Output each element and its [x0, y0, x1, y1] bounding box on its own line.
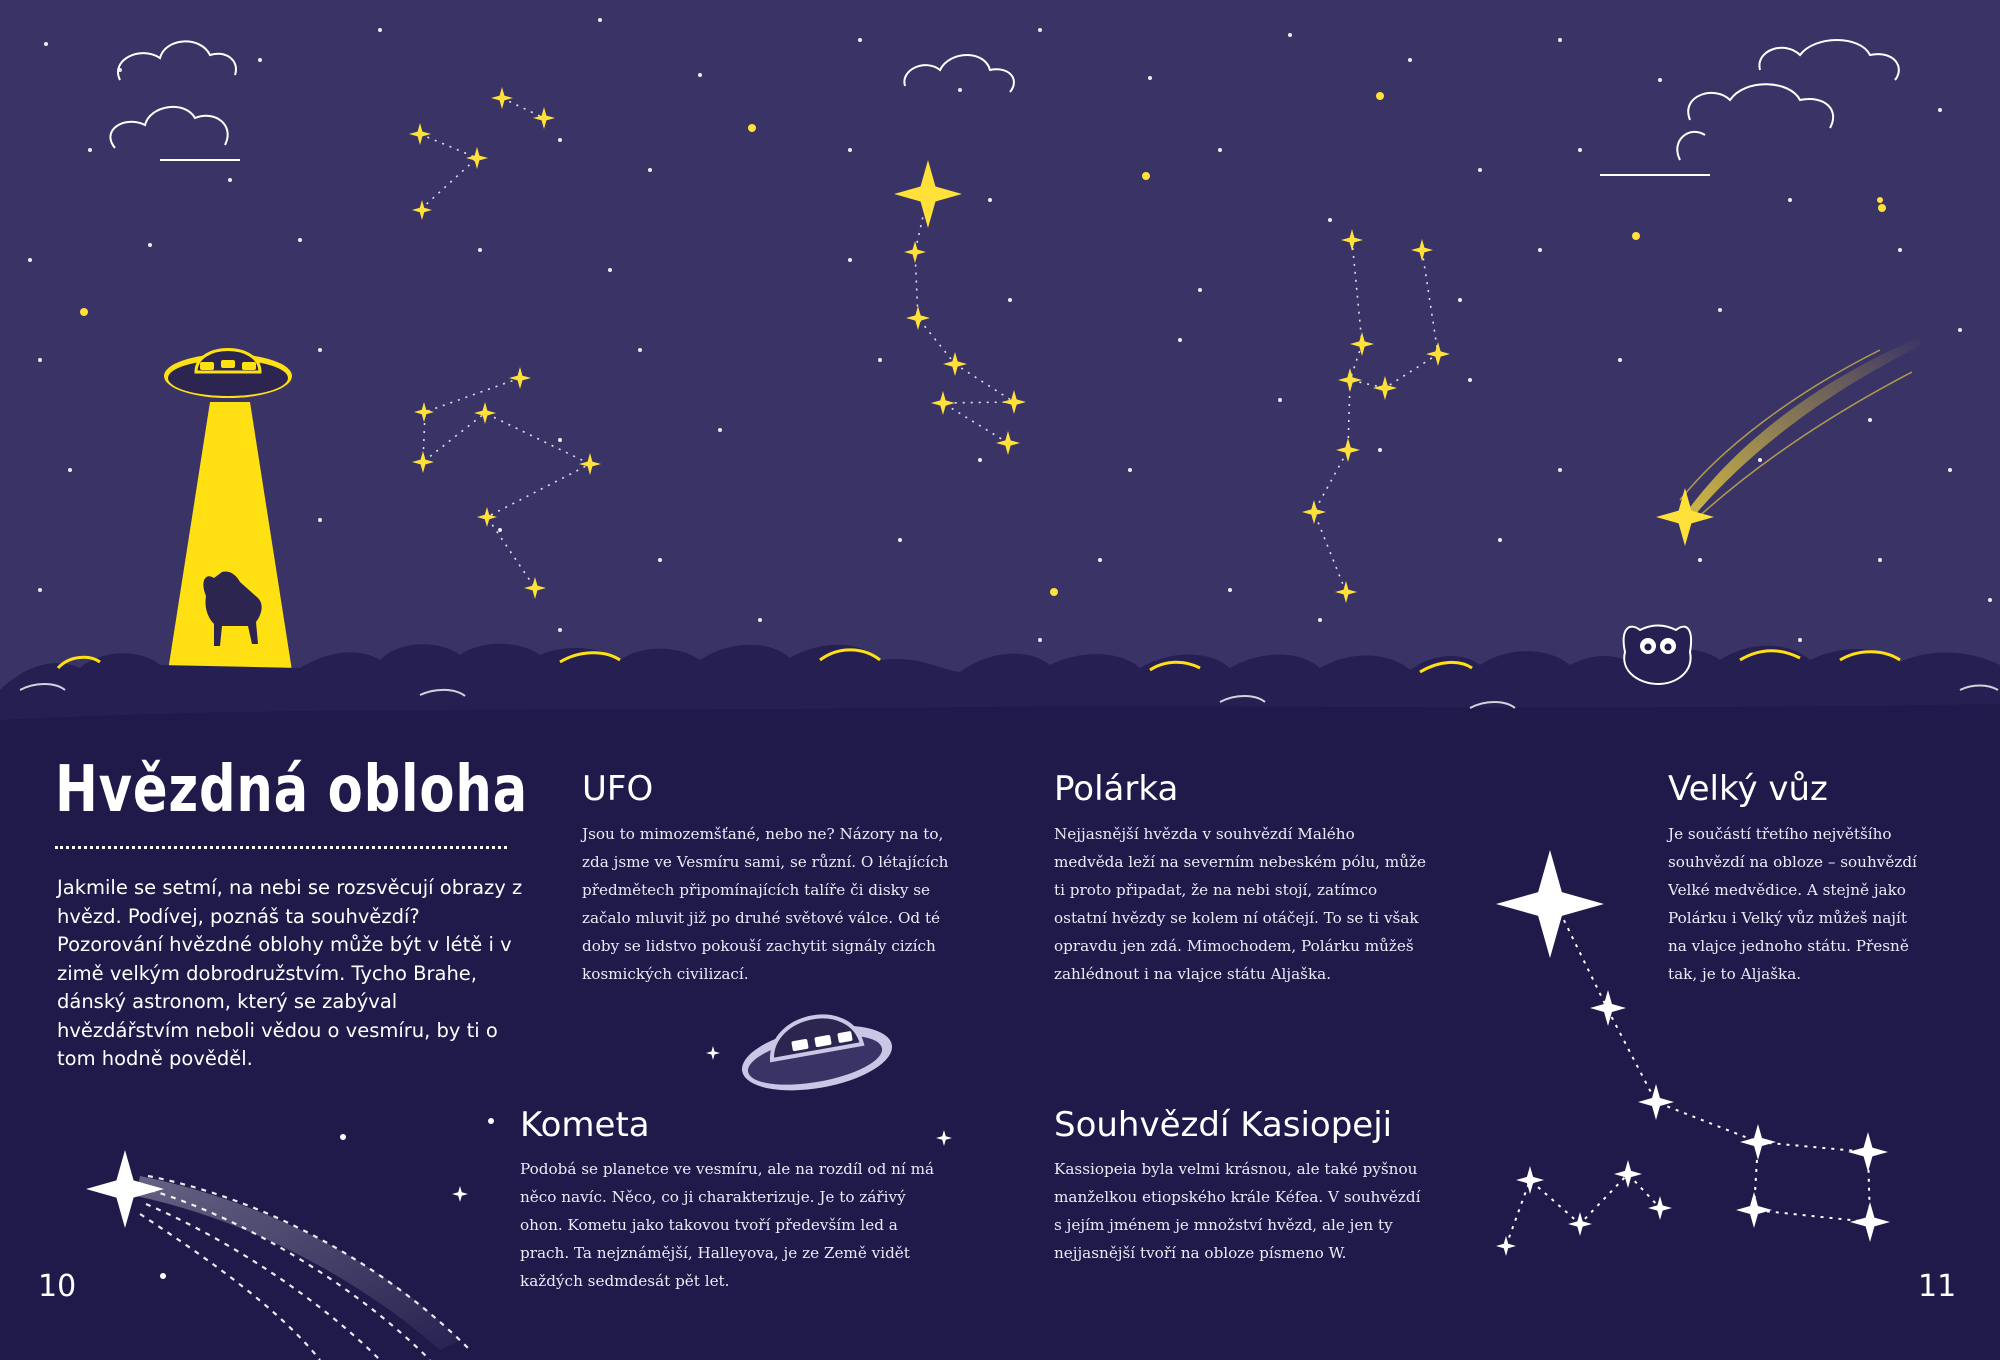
- page-title: Hvězdná obloha: [55, 753, 528, 827]
- kometa-heading: Kometa: [520, 1105, 650, 1145]
- page-number-right: 11: [1918, 1269, 1957, 1304]
- owl-illustration: [1624, 626, 1691, 685]
- page-number-left: 10: [38, 1269, 77, 1304]
- ufo-text: Jsou to mimozemšťané, nebo ne? Názory na to, zda jsme ve Vesmíru sami, se různí. O létajících předmětech připomínajících talíře či disky se začalo mluvit již po druhé světové válce. Od té doby se lidstvo pokouší zachytit signály cizích kosmických civilizací.: [582, 825, 949, 983]
- ufo-heading: UFO: [582, 769, 654, 809]
- velky-vuz-heading: Velký vůz: [1668, 769, 1828, 809]
- title-divider: [55, 846, 507, 849]
- polarka-heading: Polárka: [1054, 769, 1179, 809]
- intro-text: Jakmile se setmí, na nebi se rozsvěcují obrazy z hvězd. Podívej, poznáš ta souhvězdí? Pozorování hvězdné oblohy může být v létě i v zimě velkým dobrodružstvím. Tycho Brahe, dánský astronom, který se zabýval hvězdářstvím neboli vědou o vesmíru, by ti o tom hodně pověděl.: [57, 876, 523, 1070]
- kometa-text: Podobá se planetce ve vesmíru, ale na rozdíl od ní má něco navíc. Něco, co ji charakterizuje. Je to zářivý ohon. Kometu jako takovou tvoří především led a prach. Ta nejznámější, Halleyova, je ze Země vidět každých sedmdesát pět let.: [520, 1160, 935, 1290]
- kasiopeja-text: Kassiopeia byla velmi krásnou, ale také pyšnou manželkou etiopského krále Kéfea. V souhvězdí s jejím jménem je množství hvězd, ale jen ty nejjasnější tvoří na obloze písmeno W.: [1054, 1160, 1421, 1262]
- polarka-text: Nejjasnější hvězda v souhvězdí Malého medvěda leží na severním nebeském pólu, může ti proto připadat, že na nebi stojí, zatímco ostatní hvězdy se kolem ní otáčejí. To se ti však opravdu jen zdá. Mimochodem, Polárku můžeš zahlédnout i na vlajce státu Aljaška.: [1054, 825, 1426, 983]
- kasiopeja-heading: Souhvězdí Kasiopeji: [1054, 1105, 1393, 1145]
- velky-vuz-text: Je součástí třetího největšího souhvězdí na obloze – souhvězdí Velké medvědice. A stejně jako Polárku i Velký vůz můžeš najít na vlajce jednoho státu. Přesně tak, je to Aljaška.: [1668, 825, 1917, 983]
